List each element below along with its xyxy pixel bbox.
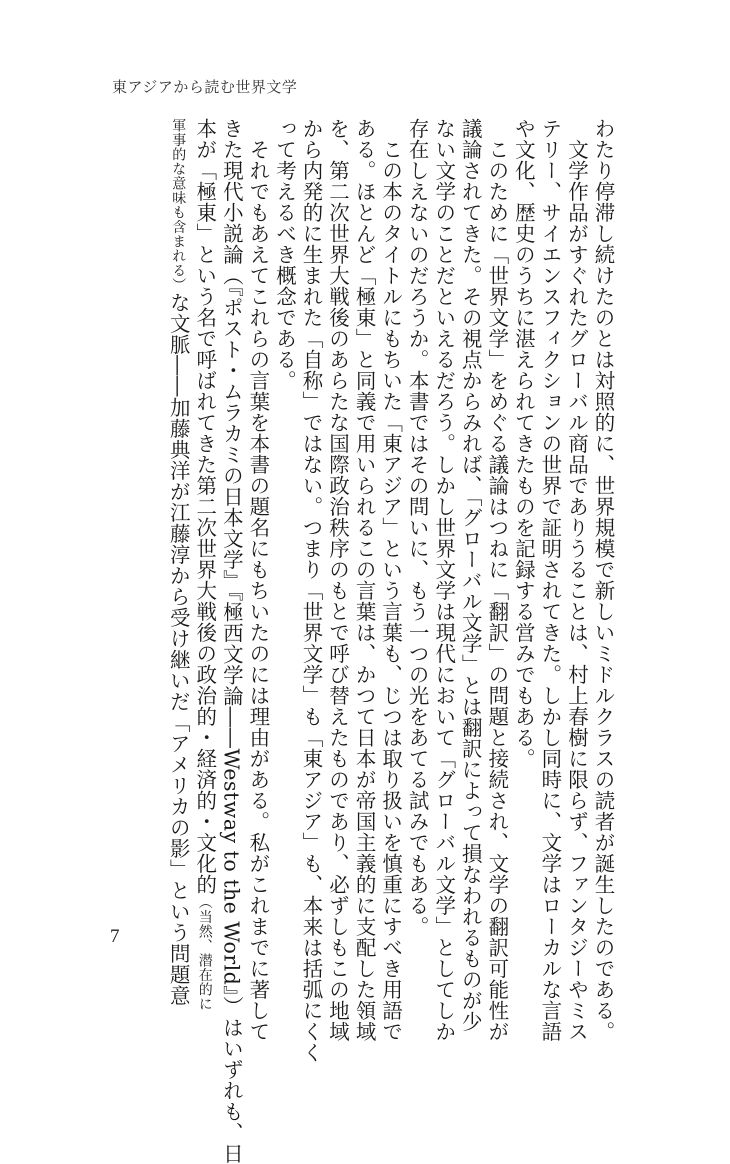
line-segment: な文脈――加藤典洋が江藤淳から受け継いだ「アメリカの影」という問題意 [166, 292, 191, 1006]
text-line: 文学作品がすぐれたグローバル商品でありうることは、村上春樹に限らず、ファンタジーやミス [564, 118, 589, 1042]
text-line [165, 118, 192, 1006]
text-line [191, 118, 218, 1011]
text-line: それでもあえてこれらの言葉を本書の題名にもちいたのには理由がある。私がこれまでに著して [245, 118, 270, 1042]
running-title: 東アジアから読む世界文学 [112, 78, 298, 96]
text-line: ある。ほとんど「極東」と同義で用いられるこの言葉は、かつて日本が帝国主義的に支配した領域 [352, 118, 377, 1042]
text-line: 存在しえないのだろうか。本書ではその問いに、もう一つの光をあてる試みでもある。 [405, 118, 430, 937]
text-line: 議論されてきた。その視点からみれば、「グローバル文学」とは翻訳によって損なわれるものが少 [458, 118, 483, 1032]
text-line: って考えるべき概念である。 [272, 118, 297, 391]
text-line: わたり停滞し続けたのとは対照的に、世界規模で新しいミドルクラスの読者が誕生したのである。 [591, 118, 615, 1042]
text-line: から内発的に生まれた「自称」ではない。つまり「世界文学」も「東アジア」も、本来は括弧にくく [298, 118, 323, 1063]
inline-note: 軍事的な意味も含まれる） [170, 118, 187, 292]
text-line: を、第二次世界大戦後のあらたな国際政治秩序のもとで呼び替えたものであり、必ずしもこの地域 [325, 118, 350, 1042]
vertical-body-text [138, 118, 616, 1164]
page-number: 7 [110, 926, 120, 947]
text-line: テリー、サイエンスフィクションの世界で証明されてきた。しかし同時に、文学はローカルな言語 [537, 118, 562, 1042]
text-line: この本のタイトルにもちいた「東アジア」という言葉も、じつは取り扱いを慎重にすべき用語で [378, 118, 403, 1042]
text-line: このために「世界文学」をめぐる議論はつねに「翻訳」の問題と接続され、文学の翻訳可能性が [484, 118, 509, 1042]
inline-note: （当然、潜在的に [196, 895, 213, 1011]
text-line: ない文学のことだといえるだろう。しかし世界文学は現代において「グローバル文学」としてしか [431, 118, 456, 1042]
text-line: きた現代小説論（『ポスト・ムラカミの日本文学』『極西文学論――Westway to the World』）はいずれも、日 [219, 118, 244, 1164]
text-line: や文化、歴史のうちに湛えられてきたものを記録する営みでもある。 [511, 118, 536, 769]
line-segment: 本が「極東」という名で呼ばれてきた第二次世界大戦後の政治的・経済的・文化的 [192, 118, 217, 895]
